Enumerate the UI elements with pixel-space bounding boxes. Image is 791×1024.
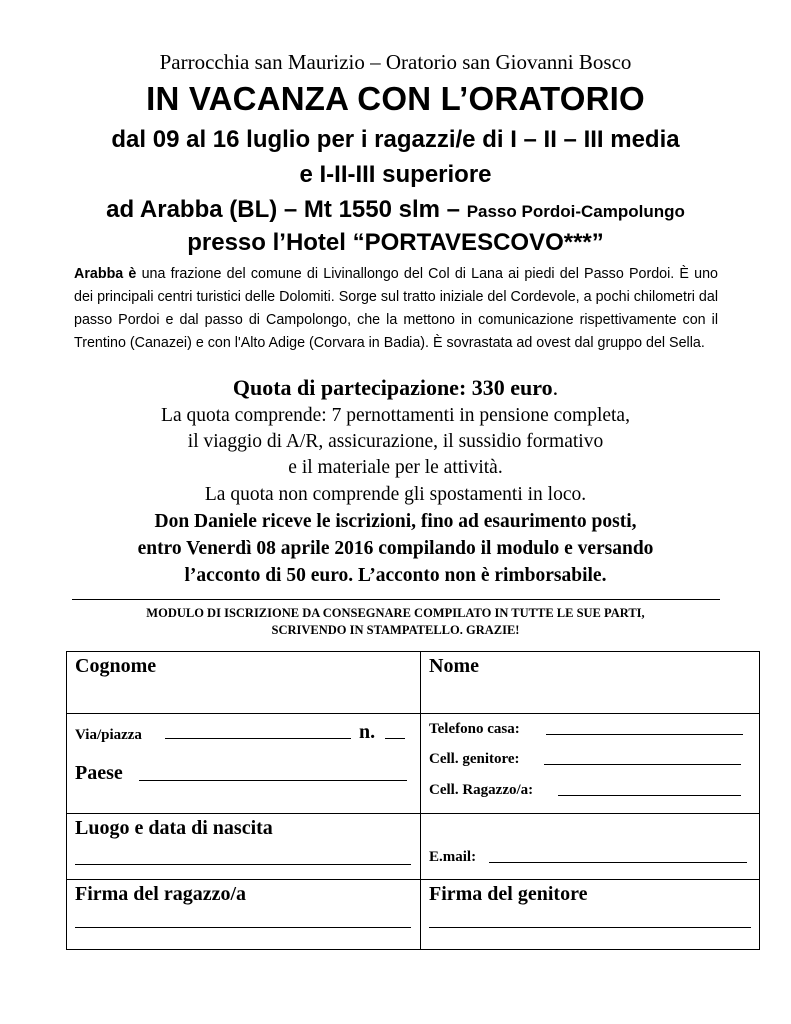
child-signature-label: Firma del ragazzo/a xyxy=(75,883,247,905)
fee-includes-line-3: e il materiale per le attività. xyxy=(288,457,503,478)
registration-line-3: l’acconto di 50 euro. L’acconto non è rimborsabile. xyxy=(184,565,607,586)
town-label: Paese xyxy=(75,762,123,784)
fee-includes-line-1: La quota comprende: 7 pernottamenti in pensione completa, xyxy=(161,405,630,426)
email-input-line[interactable] xyxy=(489,862,747,863)
child-cell-input-line[interactable] xyxy=(558,795,741,796)
email-cell xyxy=(421,814,760,880)
parish-name: Parrocchia san Maurizio – Oratorio san Giovanni Bosco xyxy=(159,50,632,74)
town-input-line[interactable] xyxy=(139,780,407,781)
description-text: una frazione del comune di Livinallongo del Col di Lana ai piedi del Passo Pordoi. È uno dei principali centri turistici delle Dolomiti. Sorge sul tratto iniziale del Cordevole, a pochi chilometri dal passo Pordoi e dal passo di Campolongo, che la mettono in comunicazione rispettivamente con il Trentino (Canazei) e con l'Alto Adige (Corvara in Badia). È sovrastata ad ovest dal gruppo del Sella. xyxy=(74,266,718,351)
location-line xyxy=(0,196,791,224)
page-title: IN VACANZA CON L’ORATORIO xyxy=(146,80,645,117)
fee-not-included: La quota non comprende gli spostamenti in loco. xyxy=(204,484,587,505)
fee-includes-line-2: il viaggio di A/R, assicurazione, il sussidio formativo xyxy=(187,431,604,452)
description-bold-start: Arabba è xyxy=(74,266,137,282)
registration-form xyxy=(66,651,760,950)
separator-line xyxy=(72,599,720,600)
fee-heading xyxy=(0,375,791,401)
form-instructions-line-2: SCRIVENDO IN STAMPATELLO. GRAZIE! xyxy=(271,623,520,637)
parent-signature-line[interactable] xyxy=(429,927,751,928)
fee-title: Quota di partecipazione: 330 euro xyxy=(232,375,553,400)
street-label: Via/piazza xyxy=(75,727,142,743)
email-label: E.mail: xyxy=(429,849,477,865)
number-input-line[interactable] xyxy=(385,738,405,739)
dates-line-2: e I-II-III superiore xyxy=(299,161,492,188)
child-cell-label: Cell. Ragazzo/a: xyxy=(429,782,534,798)
home-phone-input-line[interactable] xyxy=(546,734,743,735)
surname-label: Cognome xyxy=(75,655,157,677)
description-paragraph xyxy=(74,263,718,355)
hotel-line: presso l’Hotel “PORTAVESCOVO***” xyxy=(187,229,604,256)
number-label: n. xyxy=(359,721,376,743)
dates-line-1: dal 09 al 16 luglio per i ragazzi/e di I – II – III media xyxy=(111,126,680,153)
fee-period: . xyxy=(552,375,559,400)
form-instructions-line-1: MODULO DI ISCRIZIONE DA CONSEGNARE COMPILATO IN TUTTE LE SUE PARTI, xyxy=(146,606,645,620)
birth-cell xyxy=(67,814,421,880)
phones-cell xyxy=(421,714,760,814)
parent-signature-label: Firma del genitore xyxy=(429,883,588,905)
child-signature-line[interactable] xyxy=(75,927,411,928)
parent-cell-label: Cell. genitore: xyxy=(429,751,520,767)
location-pass: Passo Pordoi-Campolungo xyxy=(466,202,685,221)
address-cell xyxy=(67,714,421,814)
surname-field[interactable] xyxy=(67,652,421,714)
name-label: Nome xyxy=(429,655,479,677)
parent-cell-input-line[interactable] xyxy=(544,764,741,765)
registration-line-2: entro Venerdì 08 aprile 2016 compilando il modulo e versando xyxy=(137,538,654,559)
birth-input-line[interactable] xyxy=(75,864,411,865)
child-signature-cell xyxy=(67,880,421,950)
location-main: ad Arabba (BL) – Mt 1550 slm – xyxy=(106,196,467,223)
parent-signature-cell xyxy=(421,880,760,950)
home-phone-label: Telefono casa: xyxy=(429,721,520,737)
birth-place-date-label: Luogo e data di nascita xyxy=(75,817,273,839)
name-field[interactable] xyxy=(421,652,760,714)
registration-line-1: Don Daniele riceve le iscrizioni, fino ad esaurimento posti, xyxy=(154,511,637,532)
street-input-line[interactable] xyxy=(165,738,351,739)
